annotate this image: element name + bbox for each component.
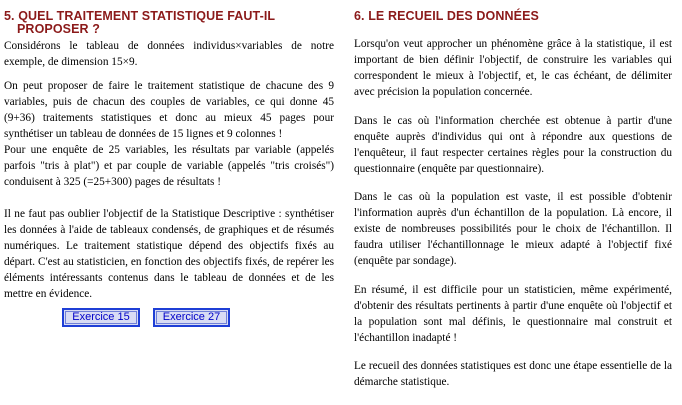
- left-paragraph-2: On peut proposer de faire le traitement statistique de chacune des 9 variables, puis de chacun des couples de variables, ce qui donne 45 (9+36) traitements statistiques et donc au mieux 45 pages pour synthétiser un tableau de données de 15 lignes et 9 colonnes !: [4, 80, 334, 141]
- exercice-27-button[interactable]: [153, 308, 230, 327]
- right-paragraph-3: Dans le cas où la population est vaste, il est possible d'obtenir l'information auprès d'un échantillon de la population. Là encore, il existe de nombreuses possibilités pour le choix de l'échantillon. Il faudra utiliser l'échantillonnage le mieux adapté à l'objectif fixé (enquête par sondage).: [354, 191, 672, 268]
- left-paragraph-4: Il ne faut pas oublier l'objectif de la Statistique Descriptive : synthétiser les données à l'aide de tableaux condensés, de graphiques et de résumés numériques. Le traitement statistique dépend des objectifs fixés au départ. C'est au statisticien, en fonction des objectifs fixés, de repérer les éléments intéressants contenus dans le tableau de données et de les mettre en évidence.: [4, 208, 334, 301]
- right-paragraph-2: Dans le cas où l'information cherchée est obtenue à partir d'une enquête auprès d'individus qui ont à répondre aux questions de l'enquêteur, il faut respecter certaines règles pour la construction du questionnaire (enquête par questionnaire).: [354, 115, 672, 176]
- left-paragraph-3: Pour une enquête de 25 variables, les résultats par variable (appelés parfois "tris à plat") et par couple de variable (appelés "tris croisés") conduisent à 325 (=25+300) pages de résultats !: [4, 144, 334, 189]
- exercice-15-label: Exercice 15: [65, 311, 137, 324]
- section-5-heading-line2: PROPOSER ?: [17, 22, 100, 36]
- section-5-heading: [4, 10, 338, 36]
- section-6-heading: 6. LE RECUEIL DES DONNÉES: [354, 9, 539, 23]
- section-5-heading-line1: 5. QUEL TRAITEMENT STATISTIQUE FAUT-IL: [4, 9, 276, 23]
- exercice-27-label: Exercice 27: [156, 311, 227, 324]
- right-paragraph-4: En résumé, il est difficile pour un statisticien, même expérimenté, d'obtenir des résultats pertinents à partir d'une enquête où l'objectif et la population sont mal définis, le questionnaire mal construit et l'échantillon inadapté !: [354, 284, 672, 345]
- left-paragraph-1: Considérons le tableau de données individus×variables de notre exemple, de dimension 15×9.: [4, 40, 334, 69]
- right-paragraph-5: Le recueil des données statistiques est donc une étape essentielle de la démarche statistique.: [354, 360, 672, 389]
- exercice-15-button[interactable]: [62, 308, 140, 327]
- right-paragraph-1: Lorsqu'on veut approcher un phénomène grâce à la statistique, il est important de bien définir l'objectif, de construire les variables qui correspondent le mieux à l'objectif, et, le cas échéant, de délimiter avec précision la population concernée.: [354, 38, 672, 99]
